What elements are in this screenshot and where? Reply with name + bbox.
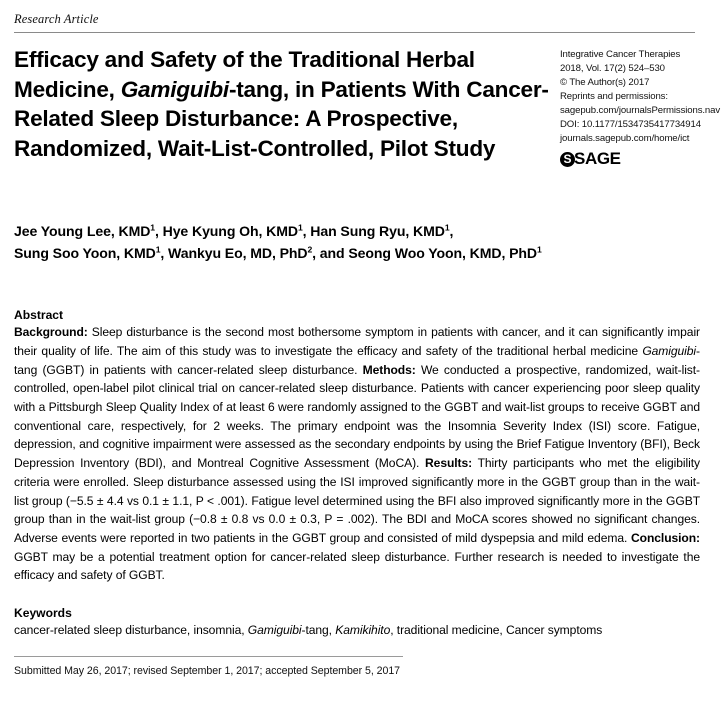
author-line-2	[14, 243, 703, 265]
title-part-2: -tang, in Patients With Cancer-Related Sleep Disturbance: A Prospective, Randomized, Wait-List-Controlled, Pilot Study	[14, 76, 549, 161]
author-name-1: Jee Young Lee, KMD	[14, 223, 151, 240]
keywords-part-2: -tang,	[301, 622, 336, 637]
keywords-section	[14, 606, 703, 639]
affiliation-marker: 1	[297, 222, 303, 233]
doi[interactable]: DOI: 10.1177/1534735417734914	[560, 119, 701, 131]
abstract-label-results: Results:	[425, 456, 473, 471]
keywords-part-1: cancer-related sleep disturbance, insomnia,	[14, 622, 248, 637]
author-name-5: , Wankyu Eo, MD, PhD	[160, 244, 308, 261]
affiliation-marker: 1	[150, 222, 155, 233]
affiliation-marker: 1	[444, 222, 450, 233]
keywords-italic-2: Kamikihito	[335, 622, 391, 637]
abstract-methods: We conducted a prospective, randomized, wait-list-controlled, open-label pilot clinical trial on cancer-related sleep disturbance. Patients with cancer experiencing poor sleep quality with a Pittsburgh Sleep Quality Index of at least 6 were randomly assigned to the GGBT and wait-list groups to receive GGBT and conventional care, respectively, for 2 weeks. The primary endpoint was the Insomnia Severity Index (ISI) score. Fatigue, depression, and cognitive impairment were assessed as the secondary endpoints by using the Brief Fatigue Inventory (BFI), Beck Depression Inventory (BDI), and Montreal Cognitive Assessment (MoCA).	[14, 362, 700, 471]
author-name-2: , Hye Kyung Oh, KMD	[154, 223, 298, 240]
author-name-4: Sung Soo Yoon, KMD	[14, 244, 156, 261]
keywords-italic-1: Gamiguibi	[247, 622, 302, 637]
journal-volume: 2018, Vol. 17(2) 524–530	[560, 63, 665, 75]
running-head: Research Article	[14, 12, 99, 26]
title-part-1: Efficacy and Safety of the Traditional Herbal Medicine,	[14, 47, 475, 102]
author-separator: ,	[449, 223, 454, 240]
journal-meta	[554, 45, 720, 169]
footer-divider	[14, 656, 403, 657]
journal-copyright: © The Author(s) 2017	[560, 77, 650, 89]
affiliation-marker: 2	[307, 244, 313, 255]
affiliation-marker: 1	[537, 244, 542, 255]
abstract-conclusion: GGBT may be a potential treatment option for cancer-related sleep disturbance. Further research is needed to investigate the efficacy and safety of GGBT.	[14, 549, 700, 583]
title-italic-term: Gamiguibi	[120, 76, 229, 102]
abstract-italic-term: Gamiguibi	[642, 344, 697, 359]
abstract-label-conclusion: Conclusion:	[631, 530, 700, 545]
abstract-section	[14, 308, 703, 584]
abstract-heading: Abstract	[14, 308, 64, 323]
abstract-text	[14, 323, 703, 584]
affiliation-marker: 1	[155, 244, 161, 255]
journal-name: Integrative Cancer Therapies	[560, 49, 681, 60]
sage-logo	[560, 149, 720, 169]
abstract-results: Thirty participants who met the eligibility criteria were enrolled. Sleep disturbance assessed using the ISI improved significantly more in the GGBT group than in the wait-list group (−5.5 ± 4.4 vs 0.1 ± 1.1, P < .001). Fatigue level determined using the BFI also improved significantly more in the GGBT group than in the wait-list group (−0.8 ± 0.8 vs 0.0 ± 0.3, P = .002). The BDI and MoCA scores showed no significant changes. Adverse events were reported in two patients in the GGBT group and consisted of mild dyspepsia and mild edema.	[14, 456, 700, 545]
author-name-6: , and Seong Woo Yoon, KMD, PhD	[312, 244, 537, 261]
abstract-label-background: Background:	[14, 325, 88, 340]
author-name-3: , Han Sung Ryu, KMD	[302, 223, 445, 240]
reprints-label: Reprints and permissions:	[560, 91, 668, 103]
header-divider	[14, 32, 695, 33]
author-line-1	[14, 221, 703, 243]
keywords-text	[14, 621, 703, 639]
author-list	[14, 221, 703, 264]
abstract-background-2: -tang (GGBT) in patients with cancer-related sleep disturbance.	[14, 344, 700, 377]
page-title	[14, 45, 554, 163]
keywords-part-3: , traditional medicine, Cancer symptoms	[390, 622, 603, 637]
keywords-heading: Keywords	[14, 605, 72, 620]
abstract-background-1: Sleep disturbance is the second most bothersome symptom in patients with cancer, and it can significantly impair their quality of life. The aim of this study was to investigate the efficacy and safety of the traditional herbal medicine	[14, 325, 700, 359]
abstract-label-methods: Methods:	[362, 362, 416, 377]
submission-dates: Submitted May 26, 2017; revised September 1, 2017; accepted September 5, 2017	[14, 665, 401, 677]
header-row	[14, 45, 721, 169]
journal-url[interactable]: journals.sagepub.com/home/ict	[560, 133, 690, 145]
reprints-url[interactable]: sagepub.com/journalsPermissions.nav	[560, 105, 721, 117]
sage-circle-icon: S	[560, 152, 575, 167]
title-column	[14, 45, 554, 163]
sage-wordmark: SAGE	[574, 149, 621, 169]
